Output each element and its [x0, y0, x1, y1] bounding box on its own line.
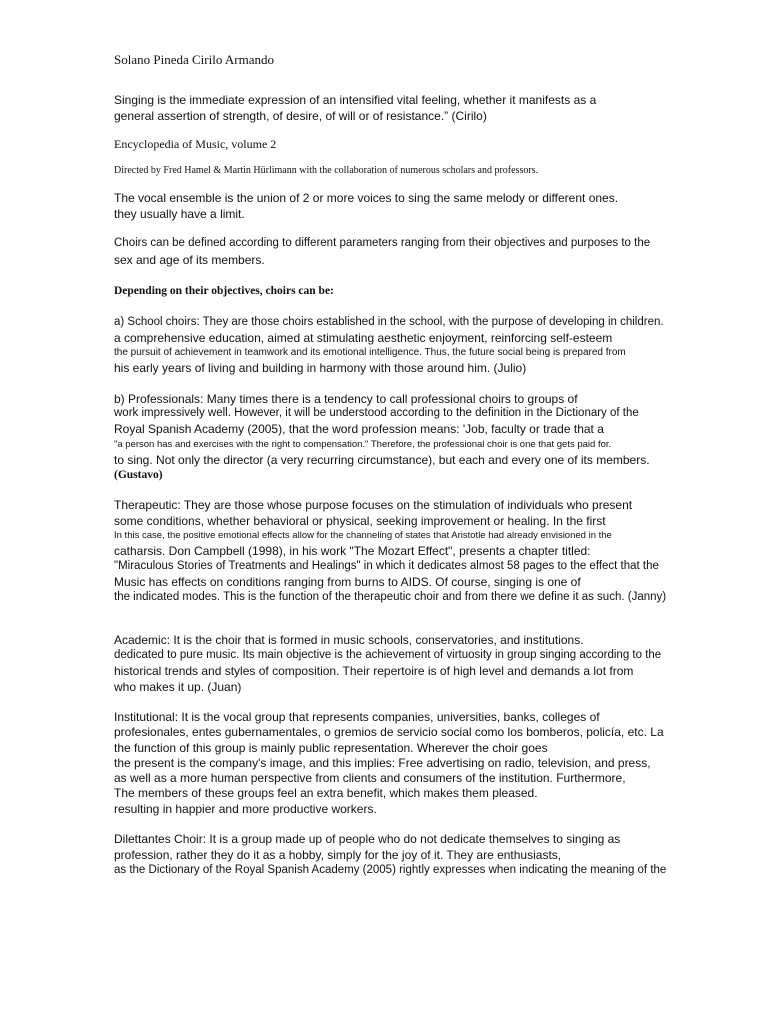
- paragraph-line: sex and age of its members.: [114, 253, 265, 267]
- paragraph-line: they usually have a limit.: [114, 207, 245, 221]
- paragraph-line: dedicated to pure music. Its main objective is the achievement of virtuosity in group singing according to the: [114, 649, 662, 661]
- author-name: Solano Pineda Cirilo Armando: [114, 52, 274, 67]
- paragraph-line: Dilettantes Choir: It is a group made up of people who do not dedicate themselves to singing as: [114, 832, 621, 846]
- paragraph-line: the pursuit of achievement in teamwork and its emotional intelligence. Thus, the future social being is prepared from: [114, 347, 626, 358]
- paragraph-line: his early years of living and building in harmony with those around him. (Julio): [114, 361, 527, 375]
- section-heading: Depending on their objectives, choirs can be:: [114, 285, 334, 297]
- paragraph-line: Therapeutic: They are those whose purpose focuses on the stimulation of individuals who present: [114, 498, 633, 512]
- paragraph-line: as the Dictionary of the Royal Spanish Academy (2005) rightly expresses when indicating the meaning of the: [114, 864, 667, 876]
- quote-line: general assertion of strength, of desire, of will or of resistance.” (Cirilo): [114, 109, 487, 123]
- paragraph-line: a comprehensive education, aimed at stimulating aesthetic enjoyment, reinforcing self-esteem: [114, 331, 613, 345]
- source-title: Encyclopedia of Music, volume 2: [114, 137, 277, 151]
- quote-line: Singing is the immediate expression of an intensified vital feeling, whether it manifests as a: [114, 93, 597, 107]
- paragraph-line: historical trends and styles of composition. Their repertoire is of high level and demands a lot from: [114, 664, 634, 678]
- paragraph-line: The members of these groups feel an extra benefit, which makes them pleased.: [114, 786, 538, 800]
- paragraph-line: catharsis. Don Campbell (1998), in his work "The Mozart Effect", presents a chapter titled:: [114, 544, 591, 558]
- paragraph-line: the indicated modes. This is the function of the therapeutic choir and from there we define it as such. (Janny): [114, 591, 667, 603]
- paragraph-line: Academic: It is the choir that is formed in music schools, conservatories, and institutions.: [114, 633, 584, 647]
- paragraph-line: some conditions, whether behavioral or physical, seeking improvement or healing. In the first: [114, 514, 606, 528]
- paragraph-line: profesionales, entes gubernamentales, o gremios de servicio social como los bomberos, policía, etc. La: [114, 725, 664, 739]
- paragraph-line: as well as a more human perspective from clients and consumers of the institution. Furthermore,: [114, 771, 626, 785]
- paragraph-line: work impressively well. However, it will be understood according to the definition in the Dictionary of the: [114, 407, 639, 419]
- paragraph-line: who makes it up. (Juan): [114, 680, 242, 694]
- paragraph-line: "a person has and exercises with the right to compensation." Therefore, the professional choir is one that gets paid for.: [114, 439, 612, 450]
- paragraph-line: In this case, the positive emotional effects allow for the channeling of states that Aristotle had already envisioned in the: [114, 530, 612, 541]
- paragraph-line: the present is the company's image, and this implies: Free advertising on radio, television, and press,: [114, 756, 651, 770]
- paragraph-line: b) Professionals: Many times there is a tendency to call professional choirs to groups of: [114, 392, 578, 406]
- paragraph-line: the function of this group is mainly public representation. Wherever the choir goes: [114, 741, 548, 755]
- paragraph-line: "Miraculous Stories of Treatments and Healings" in which it dedicates almost 58 pages to the effect that the: [114, 560, 659, 572]
- paragraph-line: Music has effects on conditions ranging from burns to AIDS. Of course, singing is one of: [114, 575, 581, 589]
- paragraph-line: Royal Spanish Academy (2005), that the word profession means: 'Job, faculty or trade that a: [114, 422, 604, 436]
- paragraph-line: Choirs can be defined according to different parameters ranging from their objectives and purposes to the: [114, 237, 651, 249]
- paragraph-line: profession, rather they do it as a hobby, simply for the joy of it. They are enthusiasts,: [114, 848, 562, 862]
- paragraph-line: resulting in happier and more productive workers.: [114, 802, 377, 816]
- paragraph-line: Institutional: It is the vocal group that represents companies, universities, banks, colleges of: [114, 710, 600, 724]
- source-credits: Directed by Fred Hamel & Martin Hürlimann with the collaboration of numerous scholars and professors.: [114, 165, 539, 176]
- paragraph-line: a) School choirs: They are those choirs established in the school, with the purpose of developing in children.: [114, 316, 664, 328]
- paragraph-line: to sing. Not only the director (a very recurring circumstance), but each and every one of its members.: [114, 453, 650, 467]
- paragraph-attribution: (Gustavo): [114, 469, 163, 481]
- paragraph-line: The vocal ensemble is the union of 2 or more voices to sing the same melody or different ones.: [114, 191, 619, 205]
